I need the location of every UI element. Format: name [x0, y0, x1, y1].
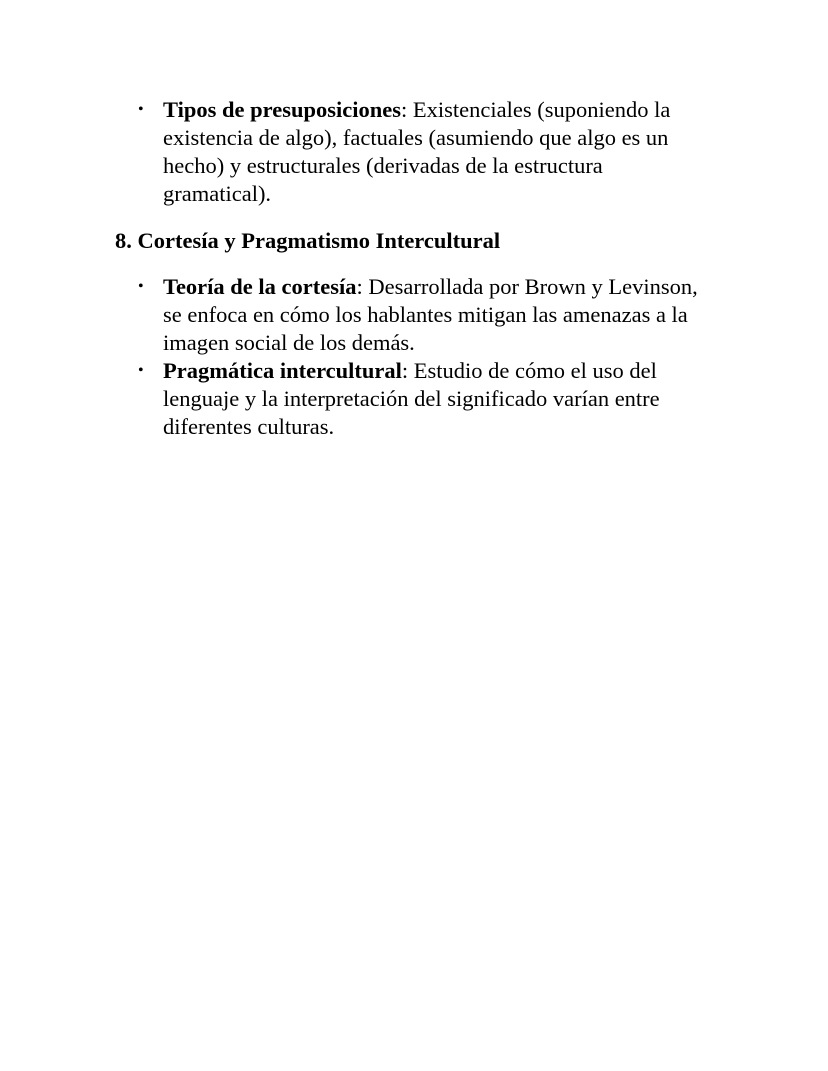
- list-item: [138, 96, 715, 208]
- list-item: [138, 357, 715, 441]
- bullet-icon: •: [138, 101, 144, 118]
- section-heading: 8. Cortesía y Pragmatismo Intercultural: [115, 228, 501, 253]
- list-item-separator: :: [401, 97, 408, 122]
- list-item: [138, 273, 715, 357]
- document-content: [115, 96, 715, 441]
- bullet-list-presuppositions: [115, 96, 715, 208]
- list-item-term: Pragmática intercultural: [163, 358, 402, 383]
- list-item-separator: :: [356, 274, 363, 299]
- bullet-icon: •: [138, 362, 144, 379]
- list-item-text: Existenciales (suponiendo la existencia de algo), factuales (asumiendo que algo es un hecho) y estructurales (derivadas de la estructura gramatical).: [163, 97, 671, 206]
- list-item-separator: :: [401, 358, 409, 383]
- list-item-term: Tipos de presuposiciones: [163, 97, 401, 122]
- bullet-list-courtesy: [115, 273, 715, 441]
- list-item-text: Desarrollada por Brown y Levinson, se enfoca en cómo los hablantes mitigan las amenazas a la imagen social de los demás.: [163, 274, 698, 355]
- list-item-text: Estudio de cómo el uso del lenguaje y la interpretación del significado varían entre diferentes culturas.: [163, 358, 660, 439]
- bullet-icon: •: [138, 278, 144, 295]
- list-item-term: Teoría de la cortesía: [163, 274, 357, 299]
